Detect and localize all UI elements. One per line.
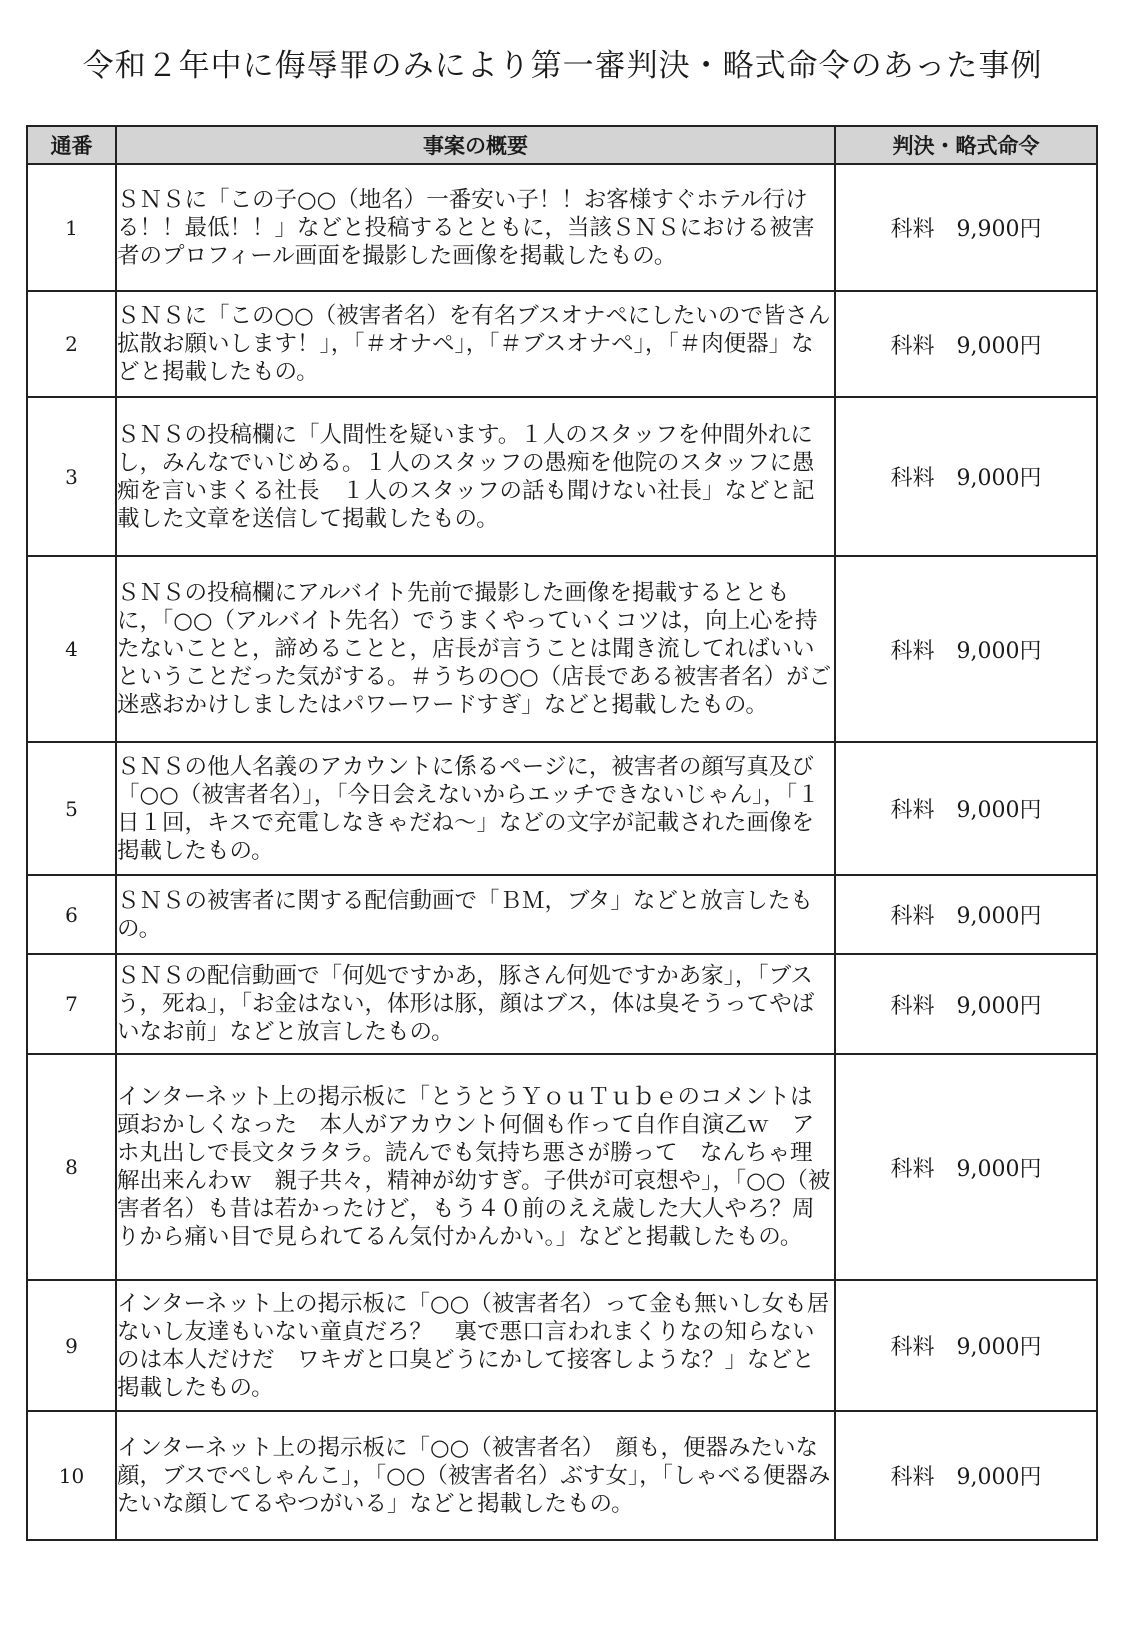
table-row <box>27 164 1097 291</box>
case-number: 5 <box>27 742 116 875</box>
case-summary: ＳＮＳの他人名義のアカウントに係るページに，被害者の顔写真及び「○○（被害者名）」，「今日会えないからエッチできないじゃん」，「１日１回，キスで充電しなきゃだね～」などの文字が記載された画像を掲載したもの。 <box>116 742 835 875</box>
table-header-row <box>27 126 1097 164</box>
case-result: 科料 9,000円 <box>835 397 1097 556</box>
case-number: 8 <box>27 1054 116 1280</box>
case-summary: インターネット上の掲示板に「○○（被害者名） 顔も，便器みたいな顔，ブスでぺしゃんこ」，「○○（被害者名）ぶす女」，「しゃべる便器みたいな顔してるやつがいる」などと掲載したもの。 <box>116 1411 835 1540</box>
case-number: 2 <box>27 291 116 397</box>
case-result: 科料 9,000円 <box>835 1411 1097 1540</box>
table-row <box>27 397 1097 556</box>
case-summary: ＳＮＳの配信動画で「何処ですかあ，豚さん何処ですかあ家」，「ブスう，死ね」，「お金はない，体形は豚，顔はブス，体は臭そうってやばいなお前」などと放言したもの。 <box>116 954 835 1054</box>
table-row <box>27 1054 1097 1280</box>
case-result: 科料 9,000円 <box>835 875 1097 954</box>
table-row <box>27 556 1097 742</box>
header-result: 判決・略式命令 <box>835 126 1097 164</box>
case-number: 3 <box>27 397 116 556</box>
table-row <box>27 742 1097 875</box>
table-row <box>27 954 1097 1054</box>
case-number: 7 <box>27 954 116 1054</box>
header-no: 通番 <box>27 126 116 164</box>
table-row <box>27 875 1097 954</box>
case-result: 科料 9,000円 <box>835 954 1097 1054</box>
case-summary: ＳＮＳの被害者に関する配信動画で「ＢＭ，ブタ」などと放言したもの。 <box>116 875 835 954</box>
case-result: 科料 9,000円 <box>835 1054 1097 1280</box>
case-summary: ＳＮＳに「この○○（被害者名）を有名ブスオナペにしたいので皆さん拡散お願いします！」，「＃オナペ」，「＃ブスオナペ」，「＃肉便器」などと掲載したもの。 <box>116 291 835 397</box>
case-summary: ＳＮＳに「この子○○（地名）一番安い子！！お客様すぐホテル行ける！！最低！！」などと投稿するとともに，当該ＳＮＳにおける被害者のプロフィール画面を撮影した画像を掲載したもの。 <box>116 164 835 291</box>
case-result: 科料 9,000円 <box>835 556 1097 742</box>
cases-table <box>26 125 1098 1541</box>
table-row <box>27 1280 1097 1411</box>
case-summary: ＳＮＳの投稿欄に「人間性を疑います。１人のスタッフを仲間外れにし，みんなでいじめる。１人のスタッフの愚痴を他院のスタッフに愚痴を言いまくる社長 １人のスタッフの話も聞けない社長」などと記載した文章を送信して掲載したもの。 <box>116 397 835 556</box>
page-title: 令和２年中に侮辱罪のみにより第一審判決・略式命令のあった事例 <box>82 48 1043 84</box>
case-summary: ＳＮＳの投稿欄にアルバイト先前で撮影した画像を掲載するとともに，「○○（アルバイト先名）でうまくやっていくコツは，向上心を持たないことと，諦めることと，店長が言うことは聞き流してればいいということだった気がする。＃うちの○○（店長である被害者名）がご迷惑おかけしましたはパワーワードすぎ」などと掲載したもの。 <box>116 556 835 742</box>
table-row <box>27 291 1097 397</box>
case-result: 科料 9,000円 <box>835 1280 1097 1411</box>
case-number: 10 <box>27 1411 116 1540</box>
case-summary: インターネット上の掲示板に「とうとうＹｏｕＴｕｂｅのコメントは頭おかしくなった 本人がアカウント何個も作って自作自演乙ｗ アホ丸出しで長文タラタラ。読んでも気持ち悪さが勝って なんちゃ理解出来んわｗ 親子共々，精神が幼すぎ。子供が可哀想や」，「○○（被害者名）も昔は若かったけど，もう４０前のええ歳した大人やろ？周りから痛い目で見られてるん気付かんかい。」などと掲載したもの。 <box>116 1054 835 1280</box>
case-summary: インターネット上の掲示板に「○○（被害者名）って金も無いし女も居ないし友達もいない童貞だろ？ 裏で悪口言われまくりなの知らないのは本人だけだ ワキガと口臭どうにかして接客しような？」などと掲載したもの。 <box>116 1280 835 1411</box>
table-row <box>27 1411 1097 1540</box>
case-result: 科料 9,000円 <box>835 291 1097 397</box>
case-result: 科料 9,000円 <box>835 742 1097 875</box>
case-result: 科料 9,900円 <box>835 164 1097 291</box>
case-number: 4 <box>27 556 116 742</box>
case-number: 9 <box>27 1280 116 1411</box>
case-number: 1 <box>27 164 116 291</box>
header-summary: 事案の概要 <box>116 126 835 164</box>
case-number: 6 <box>27 875 116 954</box>
